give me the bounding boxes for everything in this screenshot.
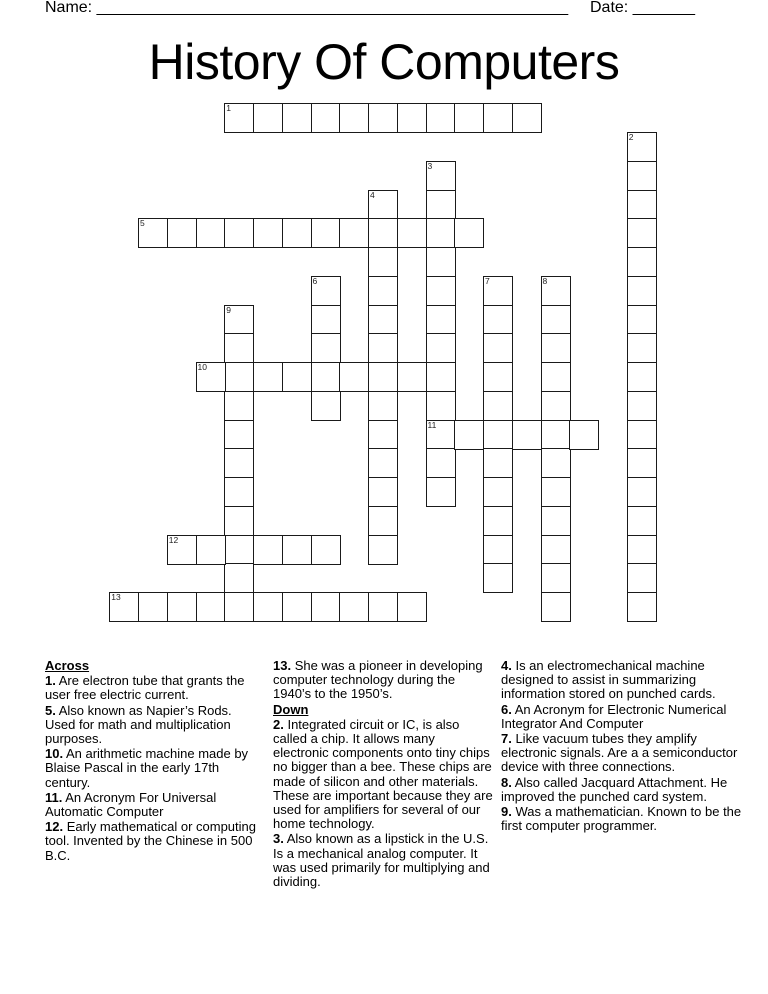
crossword-cell[interactable]: [541, 592, 571, 622]
clue-number: 11.: [45, 789, 63, 805]
crossword-cell[interactable]: [483, 448, 513, 478]
crossword-cell[interactable]: [426, 247, 456, 277]
cell-number: 1: [226, 103, 232, 114]
clue-text: Integrated circuit or IC, is also called a chip. It allows many electronic components onto tiny chips no bigger than a bee. These chips are made of silicon and other materials. These are important because they are used for amplifiers for several of our home technology.: [273, 716, 493, 832]
crossword-cell[interactable]: [282, 218, 312, 248]
crossword-cell[interactable]: [483, 420, 513, 450]
crossword-cell[interactable]: [224, 563, 254, 593]
crossword-cell[interactable]: [368, 592, 398, 622]
cell-number: 11: [427, 419, 437, 430]
crossword-cell[interactable]: [627, 333, 657, 363]
crossword-cell[interactable]: [311, 218, 341, 248]
crossword-cell[interactable]: [454, 103, 484, 133]
crossword-cell[interactable]: [483, 333, 513, 363]
crossword-cell[interactable]: [627, 190, 657, 220]
crossword-cell[interactable]: [253, 535, 283, 565]
clue-number: 9.: [501, 804, 512, 820]
crossword-cell[interactable]: [368, 190, 398, 220]
crossword-cell[interactable]: [483, 391, 513, 421]
crossword-cell[interactable]: [483, 305, 513, 335]
crossword-cell[interactable]: [541, 305, 571, 335]
crossword-cell[interactable]: [339, 218, 369, 248]
crossword-cell[interactable]: [253, 362, 283, 392]
crossword-cell[interactable]: [224, 535, 254, 565]
crossword-cell[interactable]: [368, 333, 398, 363]
crossword-cell[interactable]: [541, 535, 571, 565]
crossword-cell[interactable]: [426, 420, 456, 450]
crossword-cell[interactable]: [426, 103, 456, 133]
crossword-cell[interactable]: [109, 592, 139, 622]
crossword-cell[interactable]: [541, 506, 571, 536]
crossword-cell[interactable]: [512, 420, 542, 450]
crossword-cell[interactable]: [426, 305, 456, 335]
crossword-cell[interactable]: [541, 563, 571, 593]
crossword-cell[interactable]: [253, 103, 283, 133]
page-title: History Of Computers: [148, 34, 620, 90]
cell-number: 13: [111, 592, 121, 603]
clue-number: 6.: [501, 701, 512, 717]
crossword-cell[interactable]: [368, 362, 398, 392]
cell-number: 10: [197, 362, 208, 373]
crossword-cell[interactable]: [282, 362, 312, 392]
crossword-cell[interactable]: [627, 132, 657, 162]
clue-text: Is an electromechanical machine designed to assist in summarizing information stored on punched cards.: [501, 658, 716, 702]
crossword-cell[interactable]: [541, 333, 571, 363]
crossword-cell[interactable]: [426, 448, 456, 478]
crossword-cell[interactable]: [368, 477, 398, 507]
crossword-cell[interactable]: [224, 506, 254, 536]
clue-down-4: [501, 659, 751, 702]
clue-text: Early mathematical or computing tool. Invented by the Chinese in 500 B.C.: [45, 819, 256, 863]
crossword-cell[interactable]: [339, 592, 369, 622]
clue-text: Also known as a lipstick in the U.S. Is a mechanical analog computer. It was used primarily for multiplying and dividing.: [273, 831, 490, 890]
clue-number: 5.: [45, 702, 56, 718]
clue-down-9: [501, 805, 751, 833]
crossword-cell[interactable]: [454, 420, 484, 450]
cell-number: 9: [226, 304, 232, 315]
clue-across-1: [45, 674, 260, 702]
crossword-cell[interactable]: [167, 592, 197, 622]
crossword-cell[interactable]: [426, 276, 456, 306]
crossword-cell[interactable]: [282, 535, 312, 565]
crossword-cell[interactable]: [311, 391, 341, 421]
crossword-cell[interactable]: [282, 592, 312, 622]
crossword-cell[interactable]: [224, 362, 254, 392]
crossword-cell[interactable]: [426, 161, 456, 191]
cell-number: 6: [312, 275, 318, 286]
crossword-cell[interactable]: [541, 362, 571, 392]
crossword-cell[interactable]: [368, 305, 398, 335]
crossword-cell[interactable]: [196, 592, 226, 622]
clue-number: 7.: [501, 731, 512, 747]
crossword-cell[interactable]: [368, 391, 398, 421]
crossword-cell[interactable]: [196, 218, 226, 248]
clue-across-13: [273, 659, 493, 702]
crossword-cell[interactable]: [627, 506, 657, 536]
crossword-cell[interactable]: [138, 218, 168, 248]
clue-text: She was a pioneer in developing computer technology during the 1940’s to the 1950’s.: [273, 658, 483, 702]
crossword-cell[interactable]: [311, 276, 341, 306]
crossword-cell[interactable]: [167, 535, 197, 565]
clue-number: 13.: [273, 658, 292, 673]
crossword-cell[interactable]: [512, 103, 542, 133]
crossword-cell[interactable]: [426, 333, 456, 363]
clue-number: 10.: [45, 746, 64, 762]
crossword-cell[interactable]: [224, 592, 254, 622]
crossword-cell[interactable]: [627, 420, 657, 450]
crossword-cell[interactable]: [541, 276, 571, 306]
crossword-cell[interactable]: [368, 103, 398, 133]
crossword-cell[interactable]: [627, 448, 657, 478]
clue-number: 2.: [273, 716, 284, 732]
crossword-cell[interactable]: [426, 190, 456, 220]
clue-number: 1.: [45, 673, 56, 689]
clue-text: An arithmetic machine made by Blaise Pascal in the early 17th century.: [45, 746, 249, 790]
crossword-cell[interactable]: [368, 218, 398, 248]
crossword-cell[interactable]: [627, 305, 657, 335]
crossword-cell[interactable]: [627, 362, 657, 392]
clues-column-1: [45, 659, 260, 864]
clue-across-5: [45, 704, 260, 747]
crossword-cell[interactable]: [627, 391, 657, 421]
crossword-cell[interactable]: [311, 103, 341, 133]
crossword-cell[interactable]: [138, 592, 168, 622]
clue-down-8: [501, 776, 751, 804]
crossword-cell[interactable]: [483, 276, 513, 306]
crossword-cell[interactable]: [426, 218, 456, 248]
crossword-cell[interactable]: [627, 563, 657, 593]
crossword-cell[interactable]: [224, 103, 254, 133]
crossword-cell[interactable]: [627, 276, 657, 306]
crossword-cell[interactable]: [368, 247, 398, 277]
cell-number: 2: [628, 132, 634, 143]
crossword-cell[interactable]: [339, 103, 369, 133]
clue-across-11: [45, 791, 260, 819]
crossword-cell[interactable]: [196, 362, 226, 392]
clue-number: 4.: [501, 658, 512, 673]
clue-across-12: [45, 820, 260, 863]
crossword-cell[interactable]: [627, 247, 657, 277]
clue-text: Are electron tube that grants the user free electric current.: [45, 673, 245, 703]
crossword-cell[interactable]: [483, 506, 513, 536]
clue-down-3: [273, 832, 493, 889]
crossword-cell[interactable]: [627, 477, 657, 507]
crossword-cell[interactable]: [224, 305, 254, 335]
crossword-cell[interactable]: [224, 477, 254, 507]
crossword-cell[interactable]: [224, 218, 254, 248]
clue-number: 3.: [273, 831, 284, 847]
clue-across-10: [45, 747, 260, 790]
across-heading: Across: [45, 658, 90, 673]
clue-text: Was a mathematician. Known to be the first computer programmer.: [501, 804, 742, 834]
cell-number: 7: [485, 275, 490, 286]
crossword-cell[interactable]: [253, 592, 283, 622]
crossword-cell[interactable]: [483, 535, 513, 565]
cell-number: 3: [427, 160, 433, 171]
crossword-cell[interactable]: [224, 333, 254, 363]
cell-number: 12: [168, 534, 179, 545]
cell-number: 4: [370, 189, 375, 200]
clues-column-3: [501, 659, 751, 834]
crossword-cell[interactable]: [196, 535, 226, 565]
crossword-cell[interactable]: [627, 535, 657, 565]
crossword-cell[interactable]: [311, 592, 341, 622]
clue-down-7: [501, 732, 751, 775]
clue-down-6: [501, 703, 751, 731]
crossword-cell[interactable]: [368, 535, 398, 565]
crossword-cell[interactable]: [627, 218, 657, 248]
crossword-cell[interactable]: [397, 103, 427, 133]
clues-column-2: [273, 659, 493, 890]
crossword-cell[interactable]: [454, 218, 484, 248]
crossword-cell[interactable]: [541, 477, 571, 507]
clue-text: Also called Jacquard Attachment. He improved the punched card system.: [501, 774, 728, 804]
clue-text: An Acronym For Universal Automatic Computer: [45, 789, 217, 820]
crossword-cell[interactable]: [569, 420, 599, 450]
crossword-cell[interactable]: [426, 362, 456, 392]
crossword-cell[interactable]: [397, 362, 427, 392]
clue-text: Also known as Napier’s Rods. Used for math and multiplication purposes.: [45, 702, 232, 747]
crossword-cell[interactable]: [541, 391, 571, 421]
crossword-cell[interactable]: [627, 592, 657, 622]
crossword-cell[interactable]: [368, 420, 398, 450]
crossword-cell[interactable]: [368, 506, 398, 536]
crossword-cell[interactable]: [311, 535, 341, 565]
crossword-cell[interactable]: [339, 362, 369, 392]
crossword-cell[interactable]: [253, 218, 283, 248]
crossword-cell[interactable]: [311, 305, 341, 335]
clue-down-2: [273, 718, 493, 832]
crossword-cell[interactable]: [397, 218, 427, 248]
crossword-cell[interactable]: [426, 477, 456, 507]
crossword-cell[interactable]: [224, 420, 254, 450]
crossword-cell[interactable]: [483, 103, 513, 133]
crossword-cell[interactable]: [368, 448, 398, 478]
crossword-cell[interactable]: [368, 276, 398, 306]
crossword-cell[interactable]: [541, 448, 571, 478]
name-field[interactable]: Name: _____________________________________________________: [45, 0, 569, 16]
date-field[interactable]: Date: _______: [590, 0, 695, 16]
cell-number: 5: [140, 218, 145, 229]
crossword-cell[interactable]: [311, 362, 341, 392]
crossword-cell[interactable]: [167, 218, 197, 248]
clue-text: Like vacuum tubes they amplify electronic signals. Are a a semiconductor device with three connections.: [501, 731, 738, 775]
crossword-cell[interactable]: [483, 477, 513, 507]
clue-number: 12.: [45, 819, 64, 835]
clue-text: An Acronym for Electronic Numerical Integrator And Computer: [501, 701, 727, 731]
crossword-cell[interactable]: [282, 103, 312, 133]
crossword-cell[interactable]: [627, 161, 657, 191]
crossword-cell[interactable]: [483, 362, 513, 392]
crossword-cell[interactable]: [224, 448, 254, 478]
crossword-cell[interactable]: [397, 592, 427, 622]
crossword-cell[interactable]: [483, 563, 513, 593]
crossword-cell[interactable]: [224, 391, 254, 421]
crossword-cell[interactable]: [426, 391, 456, 421]
crossword-cell[interactable]: [311, 333, 341, 363]
down-heading: Down: [273, 701, 309, 717]
crossword-cell[interactable]: [541, 420, 571, 450]
cell-number: 8: [542, 275, 548, 286]
clue-number: 8.: [501, 774, 512, 790]
